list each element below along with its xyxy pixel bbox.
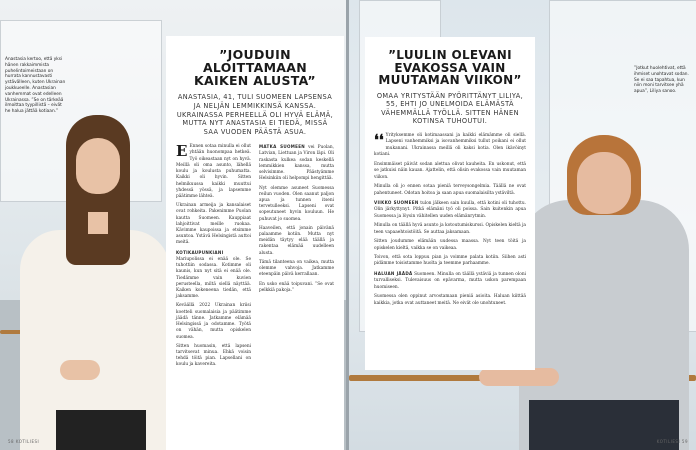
- paragraph: Minulla on täällä hyvä asunto ja kotoutumiskurssi. Opiskelen kieltä ja teen vapaaehtoistöitä. Se auttaa jaksamaan.: [374, 223, 526, 235]
- paragraph: Sitten joudumme elämään uudessa maassa. Nyt teen töitä ja opiskelen kieltä, vaikka se on vaikeaa.: [374, 239, 526, 251]
- headline: ”JOUDUIN ALOITTAMAAN KAIKEN ALUSTA”: [194, 47, 316, 89]
- body-column: [374, 133, 526, 307]
- page-number-right: KOTILIESI 59: [656, 439, 688, 444]
- paragraph: tulon jälkeen sain kuulla, että kotini oli tuhottu. Olin järkyttynyt. Pitkä elämäni työ oli poissa. Sain kuitenkin apua Suomessa ja löysin vähitellen uuden elämänrytmin.: [374, 200, 526, 219]
- paragraph: Mariupolissa ei enää ole. Se tuhottiin sodassa. Kotimme oli kaunis, kun nyt sitä ei enää ole. Tiedämme vain kuvien perusteella, miltä siellä näyttää. Kaiken kokeneena tiedän, että jaksamme.: [176, 256, 251, 300]
- drop-cap: E: [176, 142, 188, 161]
- hand-shape: [479, 368, 559, 386]
- section-lead: VIIKKO SUOMEEN: [374, 199, 419, 205]
- paragraph: vei Puolan, Latvian, Liettuan ja Viron läpi. Oli raskasta kulkea sodan keskellä lemmikkien kanssa, mutta selvisimme. Päästyämme Helsinkiin oli helpompi hengittää.: [259, 145, 334, 182]
- paragraph: Tämä tilanteena on vaikea, mutta olemme vahvoja. Jatkamme eteenpäin päivä kerrallaan.: [259, 259, 334, 278]
- paragraph: Suomeen. Minulla on täällä ystäviä ja tunnen oloni turvalliseksi. Tulevaisuus on epävarma, mutta uskon parempaan huomiseen.: [374, 271, 526, 290]
- paragraph: Sitten huomasin, että lapseni tarvitsevat minua. Ehkä voisin tehdä töitä pian. Lapsellani on koulu ja kavereita.: [176, 343, 251, 368]
- paragraph-end: En usko enää toipuvani. ”Se ovat pelkkiä pakoja.”: [259, 281, 334, 293]
- face-shape: [577, 152, 631, 214]
- paragraph: Keväällä 2022 Ukrainan kriisi koetteli suomalaisia ja päätimme jäädä tänne. Jatkamme elämää Helsingissä ja odotamme. Työtä on vähän, mutta opiskelen suomea.: [176, 303, 251, 340]
- paragraph: Nyt olemme asuneet Suomessa reilun vuoden. Olen saanut paljon apua ja tunnen itseni tervetulleeksi. Lapseni ovat sopeutuneet hyvin kouluun. He puhuvat jo suomea.: [259, 185, 334, 222]
- paragraph: Ukrainan armeija ja kansalaiset ovat rohkeita. Pakenimme Puolan kautta Suomeen. Kauppiaat lahjoittivat meille ruokaa. Kävimme kaupoissa ja etsimme asuntoa. Ystävä Helsingistä auttoi meitä.: [176, 203, 251, 246]
- section-lead: MATKA SUOMEEN: [259, 144, 306, 150]
- hands-shape: [60, 360, 100, 380]
- subheadline: ANASTASIA, 41, TULI SUOMEEN LAPSENSA JA NELJÄN LEMMIKKINSÄ KANSSA. UKRAINASSA PERHEELLÄ OLI HYVÄ ELÄMÄ, MUTTA NYT ANASTASIA EI TIEDÄ, MISSÄ SAA VUODEN PÄÄSTÄ ASUA.: [176, 93, 334, 136]
- body-column-1: [176, 144, 251, 371]
- right-page: [349, 0, 696, 450]
- left-page: [0, 0, 347, 450]
- headline: ”LUULIN OLEVANI EVAKOSSA VAIN MUUTAMAN VIIKON”: [378, 48, 522, 88]
- article-card-right: [365, 37, 535, 370]
- photo-caption: Anastasia kertoo, että yksi hänen rakkaimmista puhelintoimeistaan on hurrata kannustavasti ystävälleen, kuten Ukrainan joukkueelle. Anastasian vanhemmat ovat edelleen Ukrainassa. ”Se on tärkeää ilmoittaa tyypillistä – eivät he halua jättää kotiaan.”: [5, 57, 66, 115]
- paragraph: Suomessa olen oppinut arvostamaan pieniä asioita. Haluan kiittää kaikkia, jotka ovat auttaneet meitä. Ne eivät ole unohtuneet.: [374, 294, 526, 306]
- body-columns: [176, 144, 334, 371]
- trousers-shape: [56, 410, 146, 450]
- article-card-left: [166, 36, 344, 450]
- paragraph: Ennen sotaa minulla ei ollut yhtään huonompaa hetkeä. Työ oikeastaan nyt on hyvä. Meillä oli oma asunto, lähellä koulu ja koulusta puhumatta. Kaikki oli hyvin. Sitten helmikuussa kaikki muuttui yhdessä yössä, ja lapsemme päätimme lähteä.: [176, 144, 251, 199]
- photo-caption: ”Jotkut huolehtivat, että ihmiset unohtavat sodan. Se ei saa tapahtua, kun niin moni tarvitsee yhä apua”, Liliya sanoo.: [634, 66, 689, 95]
- paragraph: Haaveilen, että jonain päivänä palaamme kotiin. Mutta nyt meidän täytyy elää täällä ja rakentaa elämää uudelleen alusta.: [259, 225, 334, 256]
- paragraph: Ensimmäiset päivät sodan alettua olivat kauheita. En uskonut, että se jatkuisi näin kauan. Ajattelin, että olisin evakossa vain muutaman viikon.: [374, 161, 526, 180]
- paragraph: Yrityksemme oli kotimaassani ja kaikki elämämme oli siellä. Lapseni vanhemmiksi ja isovanhemmiksi tullut poikani ei ollut mukanani. Ukrainassa meillä oli kaksi kotia. Olen ikävöinyt kotiani.: [374, 133, 526, 158]
- paragraph: Minulla oli jo ennen sotaa pieniä terveysongelmia. Täällä ne ovat pahentuneet. Odotan hoitoa ja saan apua suomalaisilta ystäviltä.: [374, 184, 526, 196]
- subheadline: OMAA YRITYSTÄÄN PYÖRITTÄNYT LILIYA, 55, EHTI JO UNELMOIDA ELÄMÄSTÄ VÄHEMMÄLLÄ TYÖLLÄ. SITTEN HÄNEN KOTINSA TUHOUTUI.: [376, 91, 524, 126]
- page-number-left: 58 KOTILIESI: [8, 439, 40, 444]
- paragraph: Toivon, että sota loppuu pian ja voimme palata kotiin. Siihen asti pidämme toisistamme huolta ja teemme parhaamme.: [374, 255, 526, 267]
- quote-mark-icon: ❛❛: [374, 131, 384, 150]
- section-lead: HALUAN JÄÄDÄ: [374, 270, 413, 276]
- neck-shape: [88, 212, 108, 234]
- body-column-2: [259, 144, 334, 371]
- section-lead: KOTIKAUPUNKIANI: [176, 249, 224, 255]
- face-shape: [76, 138, 120, 194]
